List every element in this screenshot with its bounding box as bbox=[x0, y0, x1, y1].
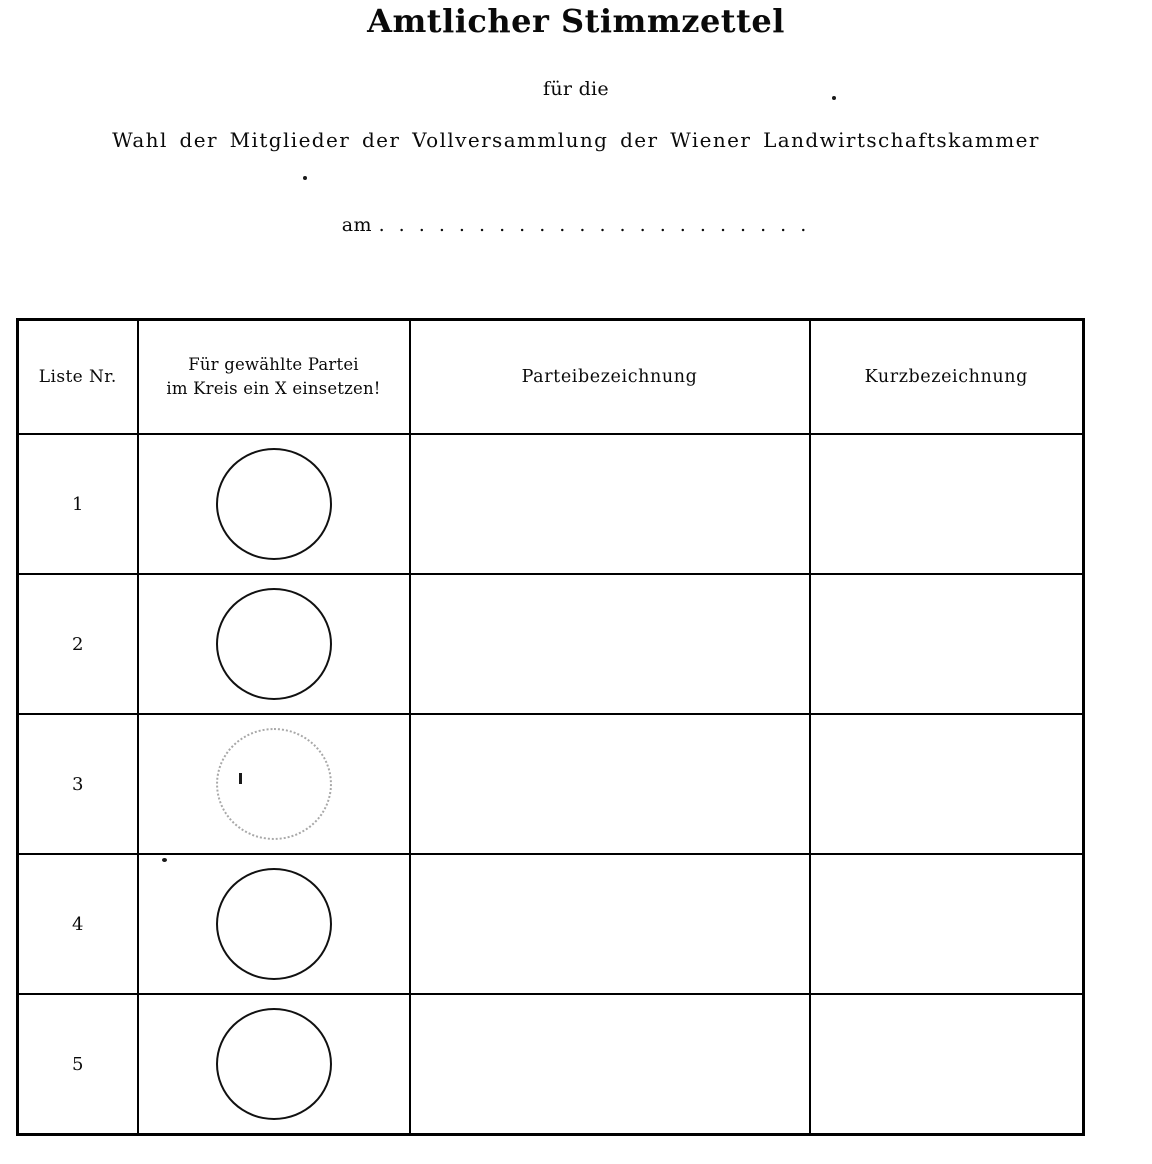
table-header-row bbox=[18, 320, 1084, 435]
date-label: am bbox=[341, 214, 373, 237]
subtitle-for: für die bbox=[543, 78, 609, 101]
column-header-mark-instruction bbox=[138, 320, 410, 435]
date-line bbox=[0, 214, 1152, 236]
date-blank-field[interactable]: . . . . . . . . . . . . . . . . . . . . . . bbox=[378, 214, 811, 237]
list-number-cell: 3 bbox=[18, 714, 138, 854]
ballot-table bbox=[16, 318, 1085, 1136]
document-header bbox=[0, 0, 1152, 236]
table-row bbox=[18, 574, 1084, 714]
short-name-cell bbox=[810, 854, 1084, 994]
party-name-cell bbox=[410, 434, 810, 574]
mark-instruction-line-1: Für gewählte Partei bbox=[188, 355, 359, 375]
vote-circle-icon[interactable] bbox=[216, 728, 332, 840]
table-row bbox=[18, 994, 1084, 1135]
short-name-cell bbox=[810, 714, 1084, 854]
short-name-cell bbox=[810, 994, 1084, 1135]
list-number-cell: 2 bbox=[18, 574, 138, 714]
table-row bbox=[18, 714, 1084, 854]
vote-circle-cell[interactable] bbox=[138, 574, 410, 714]
party-name-cell bbox=[410, 854, 810, 994]
list-number-cell: 1 bbox=[18, 434, 138, 574]
mark-instruction-line-2: im Kreis ein X einsetzen! bbox=[166, 379, 381, 398]
column-header-list-no: Liste Nr. bbox=[18, 320, 138, 435]
ballot-table-container bbox=[16, 318, 1084, 1136]
column-header-short-name: Kurzbezeichnung bbox=[810, 320, 1084, 435]
vote-circle-icon[interactable] bbox=[216, 588, 332, 700]
column-header-party-name: Parteibezeichnung bbox=[410, 320, 810, 435]
party-name-cell bbox=[410, 714, 810, 854]
short-name-cell bbox=[810, 434, 1084, 574]
page-title: Amtlicher Stimmzettel bbox=[367, 2, 785, 40]
party-name-cell bbox=[410, 994, 810, 1135]
vote-circle-cell[interactable] bbox=[138, 854, 410, 994]
ballot-table-body bbox=[18, 434, 1084, 1135]
short-name-cell bbox=[810, 574, 1084, 714]
vote-circle-cell[interactable] bbox=[138, 714, 410, 854]
table-row bbox=[18, 854, 1084, 994]
list-number-cell: 5 bbox=[18, 994, 138, 1135]
scan-speck bbox=[303, 176, 307, 180]
vote-circle-icon[interactable] bbox=[216, 448, 332, 560]
list-number-cell: 4 bbox=[18, 854, 138, 994]
vote-circle-icon[interactable] bbox=[216, 1008, 332, 1120]
party-name-cell bbox=[410, 574, 810, 714]
vote-circle-icon[interactable] bbox=[216, 868, 332, 980]
vote-circle-cell[interactable] bbox=[138, 994, 410, 1135]
election-name: Wahl der Mitglieder der Vollversammlung der Wiener Landwirtschaftskammer bbox=[112, 128, 1040, 153]
scan-speck bbox=[832, 96, 836, 100]
table-row bbox=[18, 434, 1084, 574]
vote-circle-cell[interactable] bbox=[138, 434, 410, 574]
